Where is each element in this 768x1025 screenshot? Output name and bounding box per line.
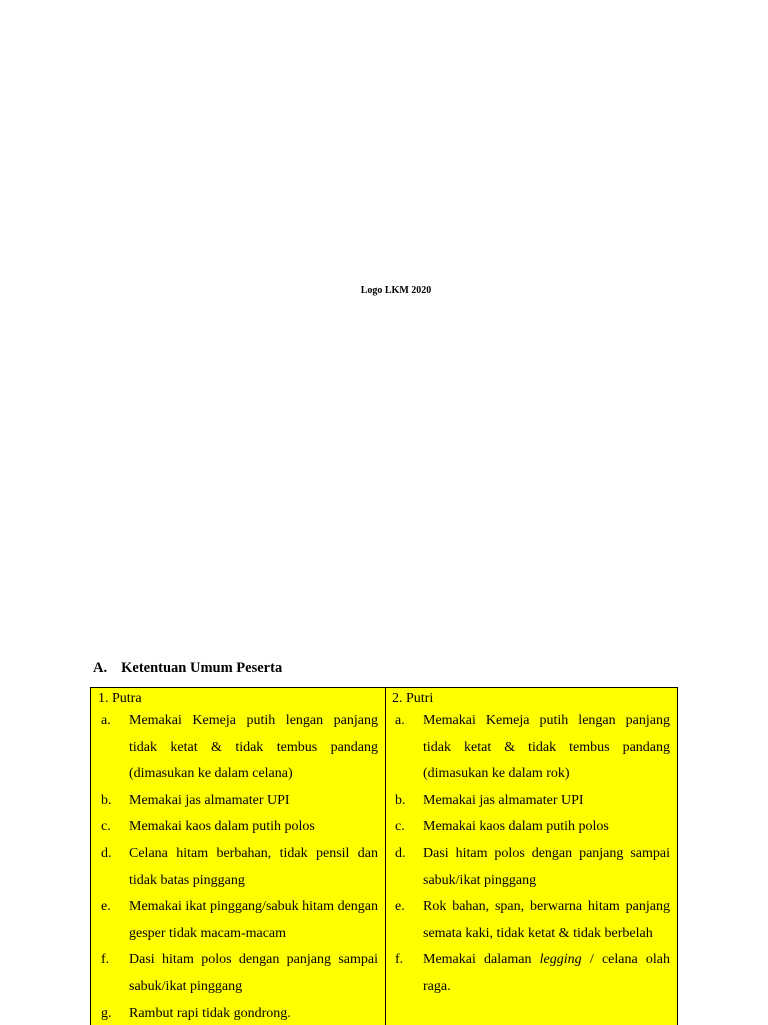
- rule-text: Dasi hitam polos dengan panjang sampai sabuk/ikat pinggang: [423, 845, 670, 888]
- rule-text: Memakai ikat pinggang/sabuk hitam dengan gesper tidak macam-macam: [129, 899, 378, 941]
- rule-letter: a.: [101, 713, 111, 728]
- putra-rule-list: [98, 708, 378, 1025]
- rule-item: [98, 788, 378, 815]
- logo-caption: Logo LKM 2020: [360, 285, 432, 296]
- rule-text-italic: legging: [539, 952, 582, 968]
- rule-text: Memakai Kemeja putih lengan panjang tidak ketat & tidak tembus pandang (dimasukan ke dalam rok): [423, 713, 670, 782]
- section-title: Ketentuan Umum Peserta: [121, 660, 283, 676]
- rule-letter: d.: [395, 845, 406, 861]
- rule-item: [98, 814, 378, 841]
- rule-text: Memakai kaos dalam putih polos: [423, 819, 609, 835]
- rule-item: [392, 708, 670, 788]
- rule-item: [392, 894, 670, 947]
- rule-text-before: Memakai dalaman: [423, 952, 540, 968]
- rule-text: Rok bahan, span, berwarna hitam panjang semata kaki, tidak ketat & tidak berbelah: [423, 899, 670, 941]
- rule-item: [98, 841, 378, 894]
- rule-letter: c.: [101, 819, 111, 835]
- rule-letter: e.: [101, 899, 111, 915]
- rule-letter: a.: [395, 713, 405, 728]
- rule-letter: f.: [395, 952, 404, 968]
- rule-item: [98, 1001, 378, 1025]
- putri-rule-list: [392, 708, 670, 1001]
- rule-text: Memakai Kemeja putih lengan panjang tidak ketat & tidak tembus pandang (dimasukan ke dalam celana): [129, 713, 378, 782]
- column-putri: [386, 688, 677, 1025]
- rule-letter: e.: [395, 899, 405, 915]
- rules-table: [90, 687, 678, 1025]
- section-letter: A.: [93, 660, 108, 676]
- rule-letter: b.: [395, 792, 406, 808]
- rule-text: Rambut rapi tidak gondrong.: [129, 1005, 291, 1021]
- rule-text: Memakai jas almamater UPI: [423, 792, 584, 808]
- rule-item: [392, 841, 670, 894]
- rule-text: [423, 947, 670, 1000]
- rule-item: [392, 788, 670, 815]
- rule-letter: c.: [395, 819, 405, 835]
- rule-text: Memakai kaos dalam putih polos: [129, 819, 315, 835]
- rule-text: Dasi hitam polos dengan panjang sampai sabuk/ikat pinggang: [129, 952, 378, 994]
- column-header-putri: 2. Putri: [392, 691, 434, 706]
- rule-item: [98, 708, 378, 788]
- column-putra: [91, 688, 386, 1025]
- section-heading: [93, 660, 282, 677]
- rule-item: [98, 894, 378, 947]
- rule-letter: f.: [101, 952, 110, 968]
- rule-letter: d.: [101, 845, 112, 861]
- rule-letter: b.: [101, 792, 112, 808]
- column-header-putra: 1. Putra: [98, 691, 142, 706]
- rule-text-after: / celana olah raga.: [423, 952, 670, 994]
- rule-item: [98, 947, 378, 1000]
- rule-item: [392, 814, 670, 841]
- rule-letter: g.: [101, 1005, 112, 1021]
- rule-text: Celana hitam berbahan, tidak pensil dan tidak batas pinggang: [129, 845, 378, 888]
- rule-item: [392, 947, 670, 1000]
- rule-text: Memakai jas almamater UPI: [129, 792, 290, 808]
